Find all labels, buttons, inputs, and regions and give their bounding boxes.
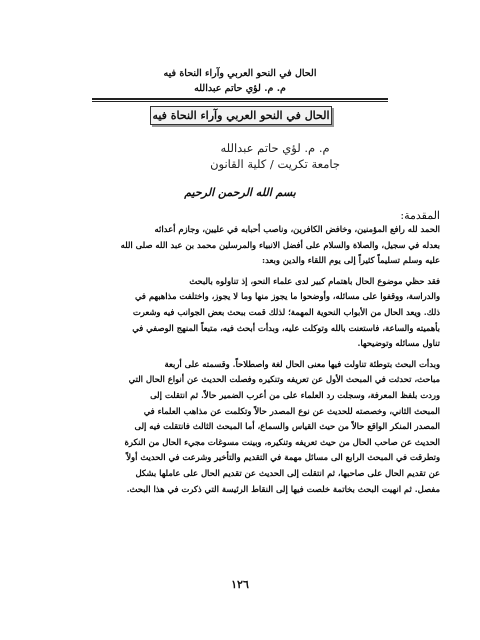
text-line: بعدله في سجيل، والصلاة والسلام على أفضل الانبياء والمرسلين محمد بن عبد الله صلى الله	[120, 239, 440, 250]
text-line: تناول مسائله وتوضيحها.	[357, 338, 440, 349]
text-line: بأهميته والساعة، فاستعنت بالله وتوكلت عليه، وبدأت أبحث فيه، متبعاً المنهج الوصفي في	[132, 322, 440, 333]
text-line: المصدر المنكر الواقع حالاً من حيث القياس والسماع، أما المبحث الثالث فانتقلت فيه إلى	[134, 421, 440, 432]
text-line: عليه وسلم تسليماً كثيراً إلى يوم اللقاء والدين وبعد:	[261, 255, 440, 266]
header-rule	[92, 98, 388, 100]
running-title: الحال في النحو العربي وآراء النحاة فيه	[163, 68, 317, 79]
author-block	[210, 140, 340, 172]
paragraph	[40, 222, 440, 269]
running-header	[0, 66, 480, 96]
text-line: والدراسة، ووقفوا على مسائله، وأوضحوا ما يجوز منها وما لا يجوز، واختلفت مذاهبهم في	[134, 291, 440, 302]
text-line: المبحث الثاني، وخصصته للحديث عن نوع المصدر حالاً وتكلمت عن مذاهب العلماء في	[143, 405, 440, 416]
page-number: ١٢٦	[231, 578, 249, 591]
header-rule-thin	[92, 101, 388, 102]
text-line: ذلك. ويعد الحال من الأبواب النحوية المهمة؛ لذلك قمت ببحث بعض الجوانب فيه وشعرت	[132, 306, 440, 317]
article-title: الحال في النحو العربي وآراء النحاة فيه	[150, 106, 332, 125]
text-line: وتطرقت في المبحث الرابع الى مسائل مهمة في التقديم والتأخير وشرعت في الحديث أولاً	[126, 452, 440, 463]
text-line: مفصل. ثم انهيت البحث بخاتمة خلصت فيها إلى النقاط الرئيسة التي ذكرت في هذا البحث.	[126, 483, 440, 494]
text-line: وردت بلفظ المعرفة، وسجلت رد العلماء على من أعرب الضمير حالاً. ثم انتقلت إلى	[150, 389, 440, 400]
paragraph	[40, 357, 440, 497]
text-line: مباحث، تحدثت في المبحث الأول عن تعريفه وتنكيره وفصلت الحديث عن أنواع الحال التي	[128, 374, 440, 385]
body-text	[40, 222, 440, 502]
text-line: فقد حظي موضوع الحال باهتمام كبير لدى علماء النحو، إذ تناولوه بالبحث	[189, 275, 440, 286]
running-author: م. م. لؤي حاتم عبدالله	[194, 83, 286, 94]
text-line: الحمد لله رافع المؤمنين، وخافض الكافرين، وناصب أحبابه في عليين، وجازم أعدائه	[154, 224, 440, 234]
text-line: الحديث عن صاحب الحال من حيث تعريفه وتنكيره، وبينت مسوغات مجيء الحال من النكرة	[124, 436, 440, 447]
author-affiliation: جامعة تكريت / كلية القانون	[210, 157, 340, 171]
introduction-heading: المقدمة:	[400, 209, 440, 222]
text-line: عن تقديم الحال على صاحبها، ثم انتقلت إلى الحديث عن تقديم الحال على عاملها بشكل	[135, 467, 440, 478]
paragraph	[40, 274, 440, 352]
basmala: بسم الله الرحمن الرحيم	[184, 186, 296, 199]
author-name: م. م. لؤي حاتم عبدالله	[220, 141, 330, 155]
text-line: وبدأت البحث بتوطئة تناولت فيها معنى الحال لغة واصطلاحاً. وقسمته على أربعة	[164, 358, 440, 369]
